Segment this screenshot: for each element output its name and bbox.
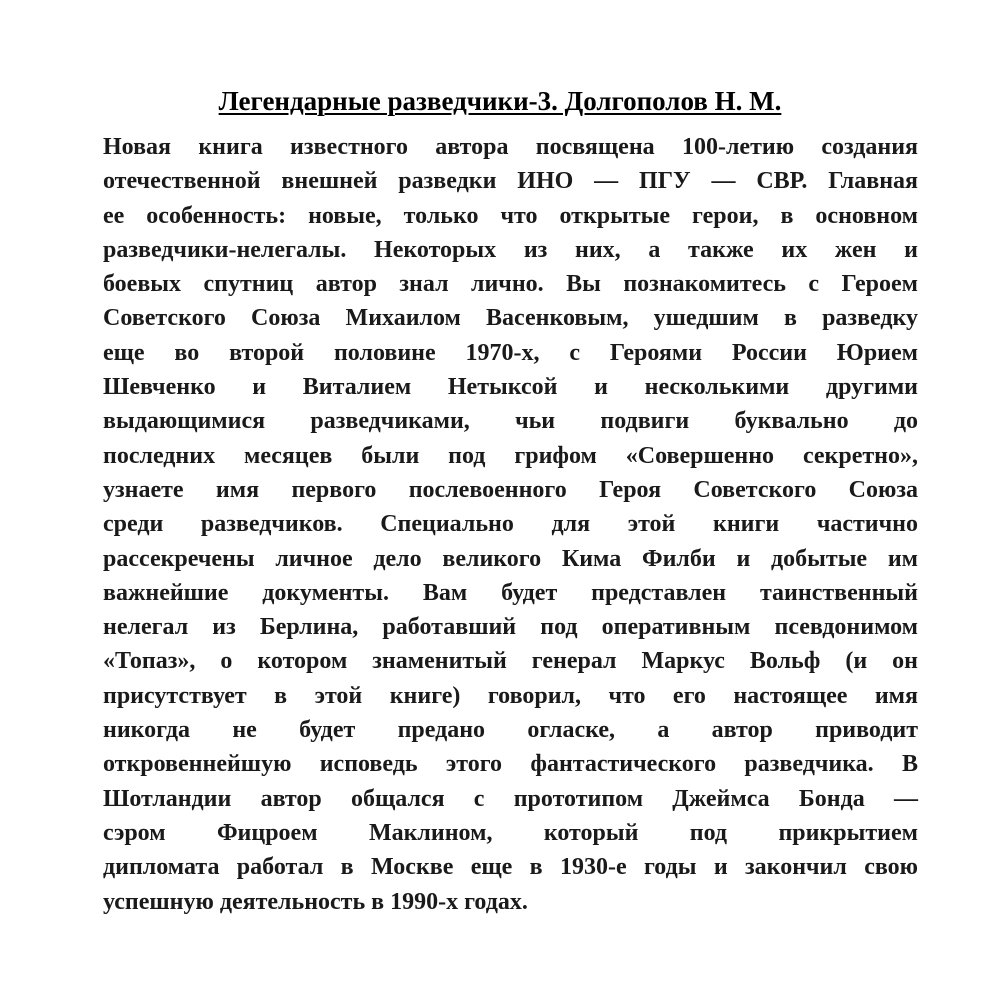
body-line-19: откровеннейшую исповедь этого фантастического разведчика. В (103, 751, 918, 778)
body-line-2: отечественной внешней разведки ИНО — ПГУ — СВР. Главная (103, 168, 918, 195)
document-title-text: Легендарные разведчики-3. Долгополов Н. М. (218, 86, 782, 116)
body-line-23: успешную деятельность в 1990-х годах. (103, 888, 528, 915)
body-line-7: еще во второй половине 1970-х, с Героями России Юрием (103, 339, 918, 366)
body-line-21: сэром Фицроем Маклином, который под прикрытием (103, 819, 918, 846)
body-line-9: выдающимися разведчиками, чьи подвиги буквально до (103, 408, 918, 435)
document-title (0, 83, 1000, 119)
body-line-3: ее особенность: новые, только что открытые герои, в основном (103, 202, 918, 229)
body-line-16: «Топаз», о котором знаменитый генерал Маркус Вольф (и он (103, 648, 918, 675)
body-line-8: Шевченко и Виталием Нетыксой и несколькими другими (103, 374, 918, 401)
body-line-5: боевых спутниц автор знал лично. Вы познакомитесь с Героем (103, 271, 918, 298)
body-line-12: среди разведчиков. Специально для этой книги частично (103, 511, 918, 538)
body-line-11: узнаете имя первого послевоенного Героя Советского Союза (103, 476, 918, 503)
body-line-10: последних месяцев были под грифом «Совершенно секретно», (103, 442, 918, 469)
document-body (103, 130, 918, 919)
body-line-14: важнейшие документы. Вам будет представлен таинственный (103, 579, 918, 606)
body-line-18: никогда не будет предано огласке, а автор приводит (103, 717, 918, 744)
body-line-22: дипломата работал в Москве еще в 1930-е годы и закончил свою (103, 854, 918, 881)
body-line-6: Советского Союза Михаилом Васенковым, ушедшим в разведку (103, 305, 918, 332)
body-line-15: нелегал из Берлина, работавший под оперативным псевдонимом (103, 614, 918, 641)
body-line-20: Шотландии автор общался с прототипом Джеймса Бонда — (103, 785, 918, 812)
body-line-4: разведчики-нелегалы. Некоторых из них, а также их жен и (103, 236, 918, 263)
body-line-1: Новая книга известного автора посвящена 100-летию создания (103, 134, 918, 160)
body-line-17: присутствует в этой книге) говорил, что его настоящее имя (103, 682, 918, 709)
body-line-13: рассекречены личное дело великого Кима Филби и добытые им (103, 545, 918, 572)
